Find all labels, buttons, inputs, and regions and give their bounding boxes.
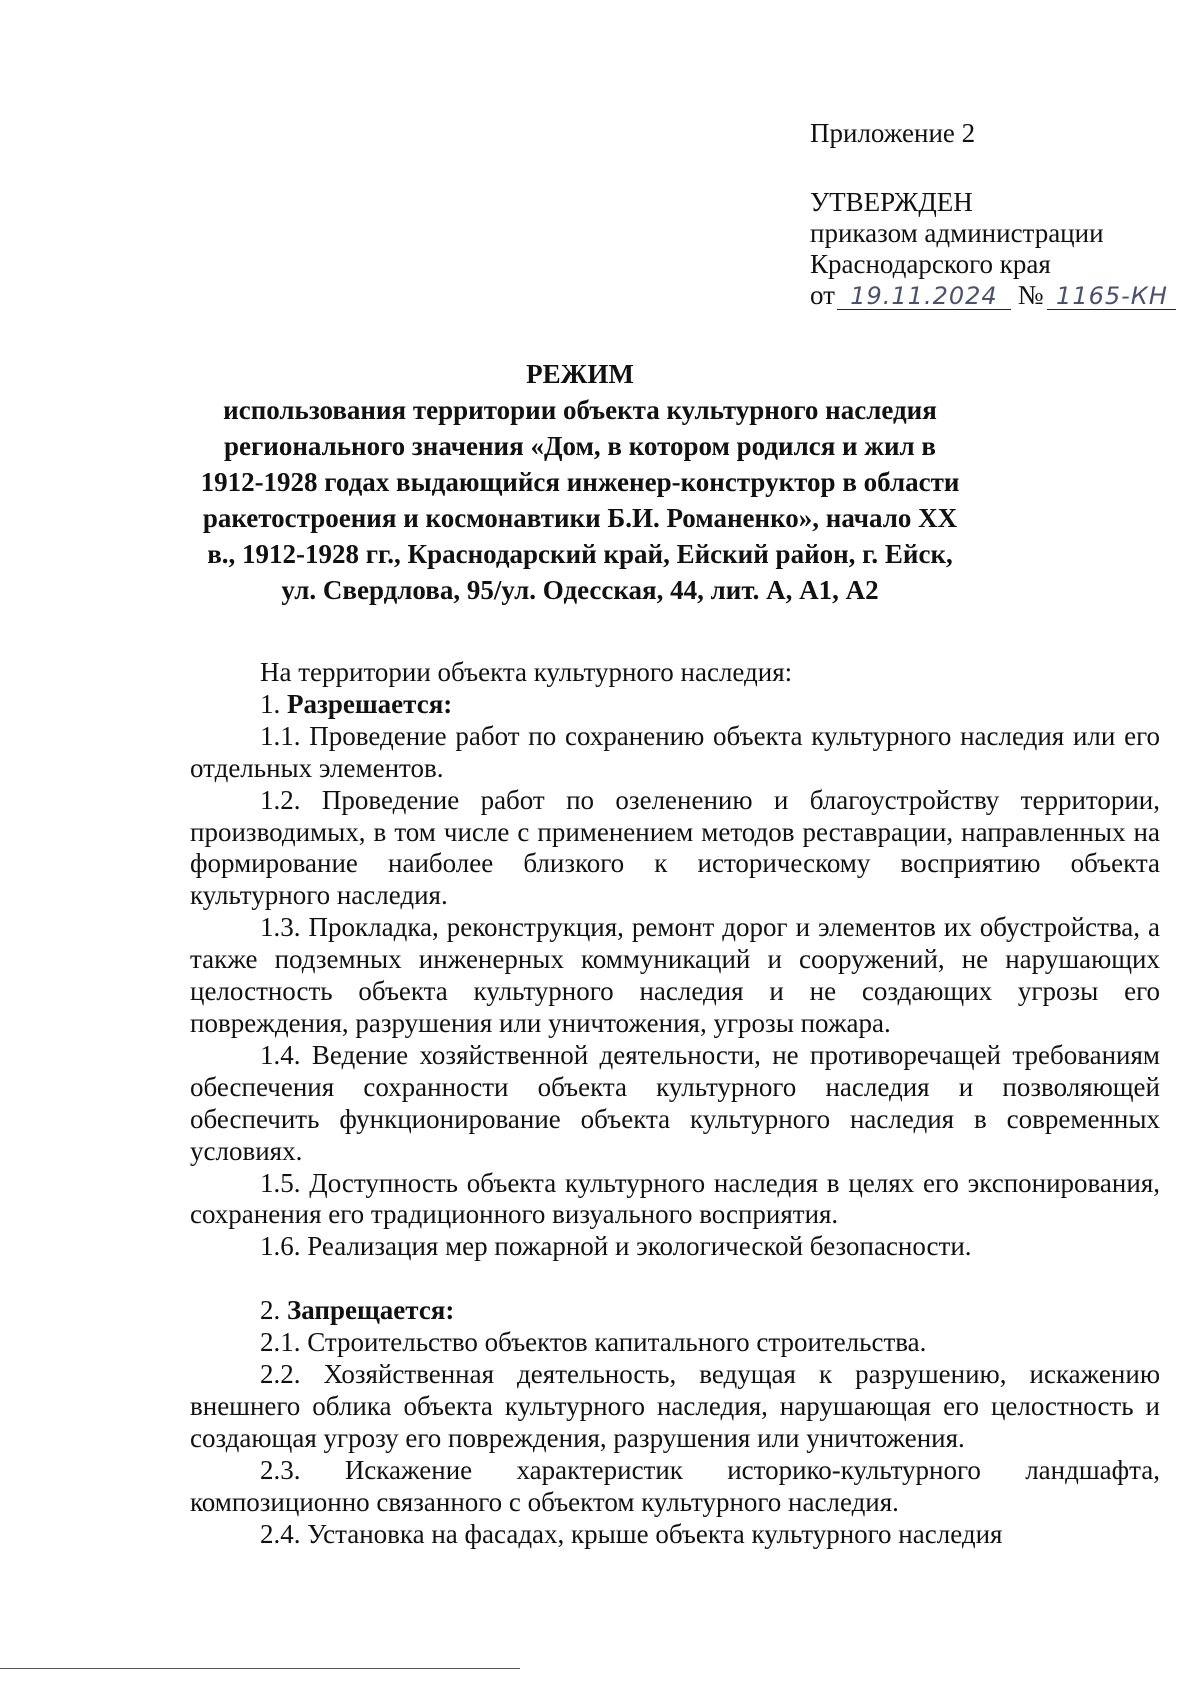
item-1-6: 1.6. Реализация мер пожарной и экологической безопасности. <box>260 1231 972 1262</box>
title-heading: РЕЖИМ <box>526 359 634 389</box>
item-2-2: 2.2. Хозяйственная деятельность, ведущая к разрушению, искажению внешнего облика объекта культурного наследия, нарушающая его целостность и создающая угрозу его повреждения, разрушения или уничтожения. <box>190 1359 1160 1453</box>
handwritten-order-number: 1165-КН <box>1047 283 1176 310</box>
approval-block <box>810 118 1176 311</box>
item-2-3: 2.3. Искажение характеристик историко-культурного ландшафта, композиционно связанного с объектом культурного наследия. <box>190 1454 1160 1517</box>
item-1-1: 1.1. Проведение работ по сохранению объекта культурного наследия или его отдельных элементов. <box>190 720 1160 783</box>
document-title <box>190 356 970 608</box>
footer-rule <box>0 1668 520 1669</box>
number-sign: № <box>1017 280 1044 310</box>
section-1-title: Разрешается: <box>287 688 453 719</box>
section-2-number: 2. <box>260 1295 287 1326</box>
section-1-heading <box>190 689 1160 721</box>
intro-paragraph: На территории объекта культурного наследия: <box>260 657 793 687</box>
document-body <box>190 657 1160 1550</box>
approval-line-2: Краснодарского края <box>810 249 1051 279</box>
handwritten-date: 19.11.2024 <box>837 283 1011 310</box>
title-subtitle: использования территории объекта культурного наследия регионального значения «Дом, в котором родился и жил в 1912-1928 годах выдающийся инженер-конструктор в области ракетостроения и космонавтики Б.И. Романенко», начало XX в., 1912-1928 гг., Краснодарский край, Ейский район, г. Ейск, ул. Свердлова, 95/ул. Одесская, 44, лит. А, А1, А2 <box>200 395 960 605</box>
item-1-2: 1.2. Проведение работ по озеленению и благоустройству территории, производимых, в том числе с применением методов реставрации, направленных на формирование наиболее близкого к историческому восприятию объекта культурного наследия. <box>190 784 1160 911</box>
item-1-3: 1.3. Прокладка, реконструкция, ремонт дорог и элементов их обустройства, а также подземных инженерных коммуникаций и сооружений, не нарушающих целостность объекта культурного наследия и не создающих угрозы его повреждения, разрушения или уничтожения, угрозы пожара. <box>190 912 1160 1038</box>
approved-label: УТВЕРЖДЕН <box>810 187 973 217</box>
item-2-4: 2.4. Установка на фасадах, крыше объекта культурного наследия <box>260 1518 1003 1549</box>
approval-line-1: приказом администрации <box>810 218 1104 248</box>
date-prefix: от <box>810 280 835 310</box>
item-1-4: 1.4. Ведение хозяйственной деятельности, не противоречащей требованиям обеспечения сохранности объекта культурного наследия и позволяющей обеспечить функционирование объекта культурного наследия в современных условиях. <box>190 1039 1160 1166</box>
section-2-heading <box>190 1295 1160 1327</box>
section-2-title: Запрещается: <box>287 1295 455 1326</box>
approval-date-number-line <box>810 280 1176 311</box>
item-2-1: 2.1. Строительство объектов капитального строительства. <box>260 1327 927 1358</box>
item-1-5: 1.5. Доступность объекта культурного наследия в целях его экспонирования, сохранения его традиционного визуального восприятия. <box>190 1167 1160 1230</box>
annex-label: Приложение 2 <box>810 118 976 148</box>
section-1-number: 1. <box>260 688 287 719</box>
section-gap <box>190 1263 1160 1295</box>
